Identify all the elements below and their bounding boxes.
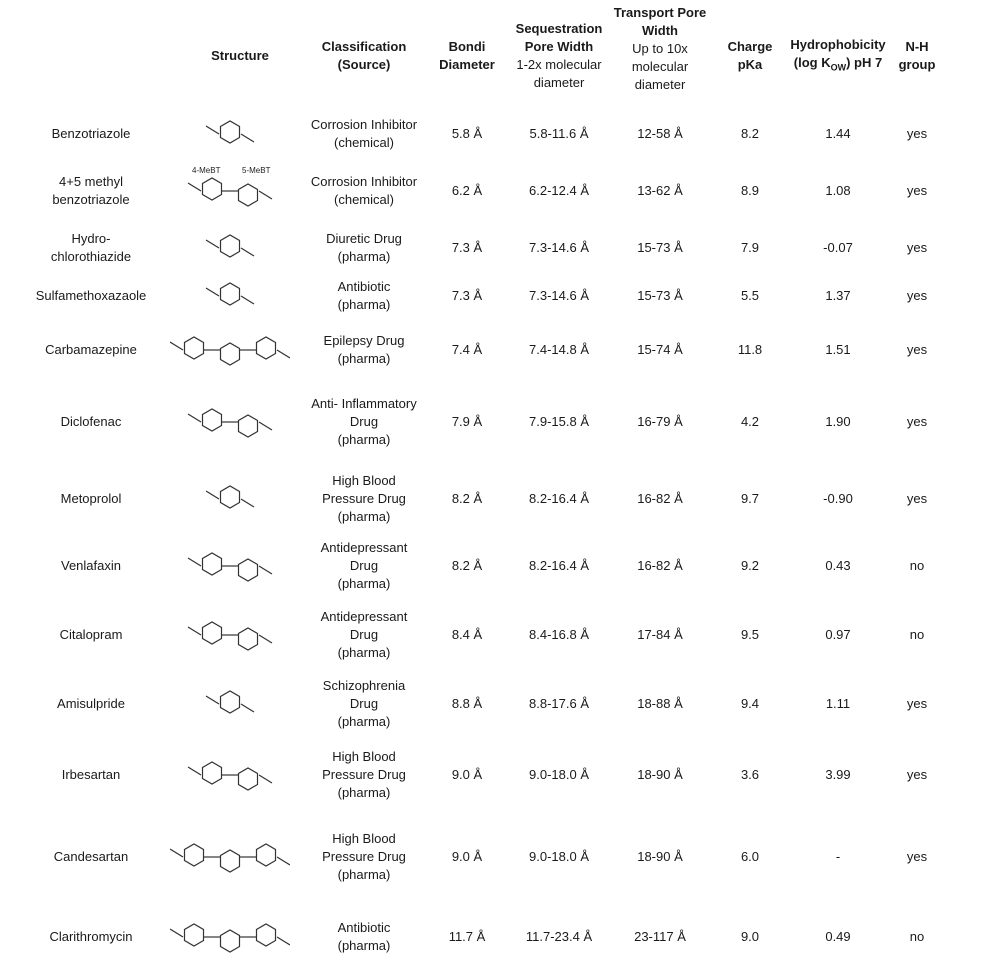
sequestration-width-cell [503, 223, 615, 273]
nh-group: yes [906, 767, 928, 782]
nh-group: no [909, 929, 925, 944]
sequestration-width-cell [503, 669, 615, 739]
charge-pka: 8.2 [740, 126, 760, 141]
bondi-diameter: 8.2 Å [451, 491, 483, 506]
nh-group-cell [888, 321, 946, 379]
transport-width-cell [605, 899, 715, 975]
log-kow-cell [784, 162, 892, 220]
charge-pka: 9.5 [740, 627, 760, 642]
charge-pka: 5.5 [740, 288, 760, 303]
bondi-diameter: 5.8 Å [451, 126, 483, 141]
compound-name-cell [36, 899, 146, 975]
sequestration-width: 7.3-14.6 Å [529, 240, 589, 255]
nh-group-cell [888, 271, 946, 321]
structure-label: 4-MeBT [192, 166, 221, 175]
classification: Antidepressant Drug (pharma) [320, 609, 408, 660]
classification-cell [296, 899, 432, 975]
sequestration-width: 9.0-18.0 Å [529, 849, 589, 864]
bondi-diameter: 7.4 Å [451, 342, 483, 357]
sequestration-width: 11.7-23.4 Å [525, 929, 593, 944]
sequestration-width-cell [503, 384, 615, 460]
header-sequestration: Sequestration Pore Width 1-2x molecular diameter [515, 21, 603, 90]
compound-name-cell [36, 816, 146, 898]
transport-width: 16-82 Å [637, 558, 683, 573]
nh-group-cell [888, 534, 946, 598]
structure-cell [160, 816, 300, 898]
transport-width-cell [605, 669, 715, 739]
compound-name-cell [36, 739, 146, 811]
log-kow: 3.99 [825, 767, 851, 782]
methylbenzotriazole-structure [170, 165, 290, 217]
compound-name-cell [36, 669, 146, 739]
charge-pka-cell [716, 603, 784, 667]
log-kow: 1.08 [825, 183, 851, 198]
bondi-diameter: 8.2 Å [451, 558, 483, 573]
charge-pka: 9.7 [740, 491, 760, 506]
transport-width-cell [605, 461, 715, 537]
log-kow-cell [784, 534, 892, 598]
nh-group-cell [888, 223, 946, 273]
transport-width-cell [605, 384, 715, 460]
sequestration-width: 7.3-14.6 Å [529, 288, 589, 303]
log-kow: 1.51 [825, 342, 851, 357]
log-kow-cell [784, 223, 892, 273]
nh-group: no [909, 627, 925, 642]
charge-pka: 11.8 [737, 342, 763, 357]
transport-width-cell [605, 739, 715, 811]
structure-cell [160, 321, 300, 379]
log-kow: 0.43 [825, 558, 851, 573]
nh-group: yes [906, 288, 928, 303]
compound-name: Metoprolol [60, 491, 122, 506]
candesartan-structure [170, 819, 290, 895]
charge-pka-cell [716, 534, 784, 598]
classification: Corrosion Inhibitor (chemical) [310, 174, 418, 207]
table-row [0, 271, 1002, 321]
structure-cell [160, 739, 300, 811]
log-kow: - [835, 849, 841, 864]
sequestration-width: 8.8-17.6 Å [529, 696, 589, 711]
nh-group-cell [888, 899, 946, 975]
nh-group-cell [888, 461, 946, 537]
charge-pka: 3.6 [740, 767, 760, 782]
hydrochlorothiazide-structure [170, 226, 290, 270]
table-row [0, 603, 1002, 667]
bondi-diameter: 8.4 Å [451, 627, 483, 642]
log-kow-cell [784, 461, 892, 537]
bondi-diameter-cell [432, 816, 502, 898]
transport-width-cell [605, 162, 715, 220]
table-row [0, 162, 1002, 220]
bondi-diameter: 7.9 Å [451, 414, 483, 429]
log-kow: 1.90 [825, 414, 851, 429]
transport-width: 15-73 Å [637, 288, 683, 303]
sequestration-width: 6.2-12.4 Å [529, 183, 589, 198]
sequestration-width-cell [503, 108, 615, 160]
nh-group-cell [888, 669, 946, 739]
charge-pka: 7.9 [740, 240, 760, 255]
sequestration-width: 8.2-16.4 Å [529, 491, 589, 506]
header-bondi: Bondi Diameter [439, 39, 495, 72]
bondi-diameter: 8.8 Å [451, 696, 483, 711]
sequestration-width-cell [503, 271, 615, 321]
bondi-diameter: 6.2 Å [451, 183, 483, 198]
sequestration-width-cell [503, 321, 615, 379]
log-kow-cell [784, 321, 892, 379]
table-row [0, 108, 1002, 160]
compound-name: Venlafaxin [61, 558, 121, 573]
charge-pka: 4.2 [740, 414, 760, 429]
compound-name: 4+5 methyl benzotriazole [52, 174, 130, 207]
nh-group: no [909, 558, 925, 573]
structure-cell [160, 162, 300, 220]
table-row [0, 899, 1002, 975]
compound-name: Diclofenac [60, 414, 122, 429]
compound-name: Clarithromycin [49, 929, 133, 944]
classification: High Blood Pressure Drug (pharma) [322, 831, 406, 882]
compound-name: Amisulpride [57, 696, 125, 711]
amisulpride-structure [170, 672, 290, 736]
bondi-diameter-cell [432, 899, 502, 975]
charge-pka: 9.4 [740, 696, 760, 711]
classification-cell [296, 162, 432, 220]
log-kow: -0.07 [823, 240, 853, 255]
nh-group: yes [906, 126, 928, 141]
nh-group-cell [888, 108, 946, 160]
header-classification: Classification (Source) [321, 39, 407, 72]
compound-name: Benzotriazole [51, 126, 131, 141]
log-kow: 1.37 [825, 288, 851, 303]
charge-pka-cell [716, 271, 784, 321]
carbamazepine-structure [170, 324, 290, 376]
log-kow-cell [784, 108, 892, 160]
charge-pka-cell [716, 461, 784, 537]
compound-name: Sulfamethoxazaole [35, 288, 147, 303]
classification-cell [296, 271, 432, 321]
classification: Anti- Inflammatory Drug (pharma) [311, 396, 417, 447]
irbesartan-structure [170, 742, 290, 808]
transport-width: 12-58 Å [637, 126, 683, 141]
bondi-diameter: 7.3 Å [451, 240, 483, 255]
classification: Diuretic Drug (pharma) [326, 231, 402, 264]
charge-pka-cell [716, 321, 784, 379]
classification: Antidepressant Drug (pharma) [320, 540, 408, 591]
table-row [0, 669, 1002, 739]
bondi-diameter-cell [432, 669, 502, 739]
nh-group-cell [888, 739, 946, 811]
transport-width: 23-117 Å [634, 929, 686, 944]
compound-name-cell [36, 271, 146, 321]
nh-group-cell [888, 162, 946, 220]
log-kow: -0.90 [823, 491, 853, 506]
compound-name: Hydro- chlorothiazide [50, 231, 132, 264]
bondi-diameter-cell [432, 321, 502, 379]
log-kow: 1.11 [825, 696, 851, 711]
transport-width: 16-82 Å [637, 491, 683, 506]
classification-cell [296, 461, 432, 537]
charge-pka-cell [716, 669, 784, 739]
charge-pka: 6.0 [740, 849, 760, 864]
classification-cell [296, 603, 432, 667]
bondi-diameter-cell [432, 271, 502, 321]
charge-pka-cell [716, 108, 784, 160]
classification: Corrosion Inhibitor (chemical) [310, 117, 418, 150]
diclofenac-structure [170, 387, 290, 457]
header-pka: Charge pKa [727, 39, 773, 72]
bondi-diameter-cell [432, 162, 502, 220]
bondi-diameter: 9.0 Å [451, 767, 483, 782]
bondi-diameter-cell [432, 384, 502, 460]
transport-width-cell [605, 534, 715, 598]
transport-width-cell [605, 223, 715, 273]
table-row [0, 739, 1002, 811]
nh-group: yes [906, 414, 928, 429]
classification-cell [296, 739, 432, 811]
sequestration-width-cell [503, 461, 615, 537]
classification: Antibiotic (pharma) [337, 279, 391, 312]
charge-pka-cell [716, 162, 784, 220]
compound-name-cell [36, 162, 146, 220]
transport-width: 13-62 Å [637, 183, 683, 198]
nh-group: yes [906, 240, 928, 255]
compound-name-cell [36, 108, 146, 160]
classification-cell [296, 534, 432, 598]
classification-cell [296, 321, 432, 379]
log-kow-cell [784, 669, 892, 739]
structure-cell [160, 534, 300, 598]
charge-pka-cell [716, 816, 784, 898]
classification-cell [296, 384, 432, 460]
metoprolol-structure [170, 464, 290, 534]
bondi-diameter-cell [432, 108, 502, 160]
log-kow-cell [784, 384, 892, 460]
classification-cell [296, 816, 432, 898]
transport-width: 18-90 Å [637, 767, 683, 782]
sequestration-width-cell [503, 162, 615, 220]
citalopram-structure [170, 606, 290, 664]
log-kow-cell [784, 739, 892, 811]
nh-group: yes [906, 849, 928, 864]
table-row [0, 534, 1002, 598]
structure-label: 5-MeBT [242, 166, 271, 175]
nh-group: yes [906, 183, 928, 198]
log-kow-cell [784, 271, 892, 321]
classification: High Blood Pressure Drug (pharma) [322, 473, 406, 524]
nh-group: yes [906, 696, 928, 711]
transport-width-cell [605, 603, 715, 667]
table-row [0, 816, 1002, 898]
structure-cell [160, 603, 300, 667]
compound-name-cell [36, 461, 146, 537]
compound-name: Citalopram [59, 627, 123, 642]
classification-cell [296, 669, 432, 739]
bondi-diameter-cell [432, 461, 502, 537]
charge-pka-cell [716, 899, 784, 975]
bondi-diameter-cell [432, 739, 502, 811]
classification: Epilepsy Drug (pharma) [323, 333, 405, 366]
bondi-diameter-cell [432, 534, 502, 598]
log-kow-cell [784, 899, 892, 975]
sequestration-width-cell [503, 534, 615, 598]
transport-width-cell [605, 321, 715, 379]
charge-pka: 9.0 [740, 929, 760, 944]
sequestration-width: 8.4-16.8 Å [529, 627, 589, 642]
classification-cell [296, 223, 432, 273]
sequestration-width: 5.8-11.6 Å [529, 126, 589, 141]
table-row [0, 461, 1002, 537]
compound-name: Carbamazepine [45, 342, 137, 357]
compound-name-cell [36, 534, 146, 598]
log-kow: 0.49 [825, 929, 851, 944]
classification: Antibiotic (pharma) [337, 920, 391, 953]
charge-pka-cell [716, 384, 784, 460]
nh-group-cell [888, 603, 946, 667]
compound-name: Irbesartan [61, 767, 121, 782]
structure-cell [160, 108, 300, 160]
log-kow-cell [784, 816, 892, 898]
table-row [0, 384, 1002, 460]
sequestration-width-cell [503, 816, 615, 898]
table-row [0, 223, 1002, 273]
structure-cell [160, 384, 300, 460]
charge-pka: 8.9 [740, 183, 760, 198]
header-structure: Structure [211, 48, 269, 63]
venlafaxine-structure [170, 537, 290, 595]
table-row [0, 321, 1002, 379]
transport-width: 15-74 Å [637, 342, 683, 357]
clarithromycin-structure [170, 902, 290, 972]
structure-cell [160, 669, 300, 739]
sequestration-width: 7.4-14.8 Å [529, 342, 589, 357]
header-hydrophobicity: Hydrophobicity (log $K_{OW}$) pH 7 [790, 36, 886, 73]
bondi-diameter-cell [432, 223, 502, 273]
compound-name-cell [36, 603, 146, 667]
classification: Schizophrenia Drug (pharma) [322, 678, 406, 729]
nh-group: yes [906, 491, 928, 506]
structure-cell [160, 223, 300, 273]
transport-width: 17-84 Å [637, 627, 683, 642]
sequestration-width-cell [503, 899, 615, 975]
structure-cell [160, 271, 300, 321]
transport-width: 18-88 Å [637, 696, 683, 711]
header-nh-group: N-H group [898, 39, 936, 72]
log-kow: 0.97 [825, 627, 851, 642]
bondi-diameter: 7.3 Å [451, 288, 483, 303]
bondi-diameter: 9.0 Å [451, 849, 483, 864]
sequestration-width: 9.0-18.0 Å [529, 767, 589, 782]
compound-name-cell [36, 384, 146, 460]
charge-pka: 9.2 [740, 558, 760, 573]
classification: High Blood Pressure Drug (pharma) [322, 749, 406, 800]
nh-group-cell [888, 384, 946, 460]
nh-group: yes [906, 342, 928, 357]
classification-cell [296, 108, 432, 160]
bondi-diameter-cell [432, 603, 502, 667]
transport-width: 15-73 Å [637, 240, 683, 255]
compound-name-cell [36, 321, 146, 379]
log-kow-cell [784, 603, 892, 667]
bondi-diameter: 11.7 Å [448, 929, 486, 944]
transport-width-cell [605, 271, 715, 321]
sequestration-width-cell [503, 603, 615, 667]
transport-width: 18-90 Å [637, 849, 683, 864]
structure-cell [160, 899, 300, 975]
transport-width-cell [605, 816, 715, 898]
sequestration-width: 7.9-15.8 Å [529, 414, 589, 429]
transport-width: 16-79 Å [637, 414, 683, 429]
charge-pka-cell [716, 739, 784, 811]
structure-cell [160, 461, 300, 537]
sulfamethoxazole-structure [170, 274, 290, 318]
sequestration-width-cell [503, 739, 615, 811]
compound-name: Candesartan [53, 849, 129, 864]
log-kow: 1.44 [825, 126, 851, 141]
charge-pka-cell [716, 223, 784, 273]
compound-name-cell [36, 223, 146, 273]
benzotriazole-structure [170, 111, 290, 157]
header-transport: Transport Pore Width Up to 10x molecular diameter [613, 5, 707, 92]
transport-width-cell [605, 108, 715, 160]
sequestration-width: 8.2-16.4 Å [529, 558, 589, 573]
nh-group-cell [888, 816, 946, 898]
